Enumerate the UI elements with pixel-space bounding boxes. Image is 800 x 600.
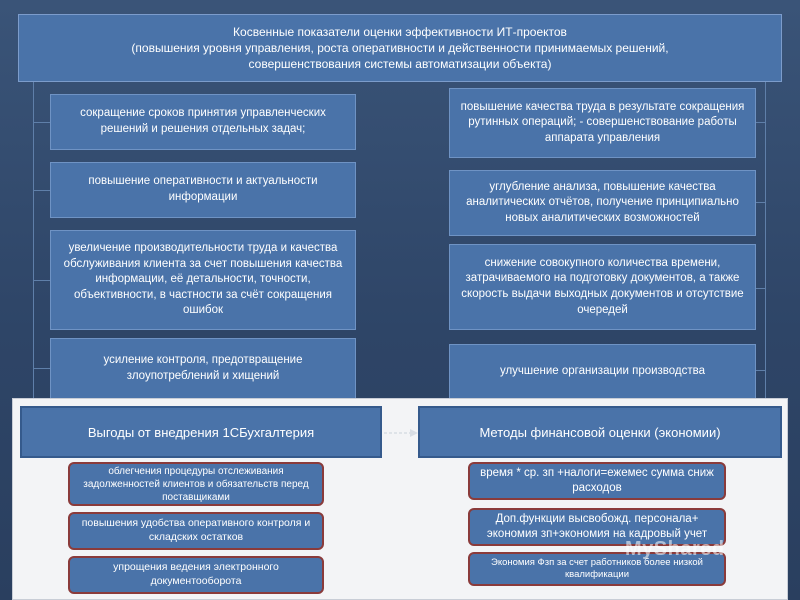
arrow-right-icon (384, 428, 418, 438)
benefit-item-2: повышения удобства оперативного контроля и складских остатков (68, 512, 324, 550)
right-branch-3 (756, 288, 765, 289)
benefit-item-3: упрощения ведения электронного документооборота (68, 556, 324, 594)
left-item-3: увеличение производительности труда и качества обслуживания клиента за счет повышения качества информации, её детальности, точности, объективности, в частности за счёт сокращения ошибок (50, 230, 356, 330)
title-line-3: совершенствования системы автоматизации объекта) (248, 57, 552, 72)
slide-title (18, 14, 782, 82)
left-tree-connector (33, 82, 34, 402)
left-item-2: повышение оперативности и актуальности информации (50, 162, 356, 218)
right-item-4: улучшение организации производства (449, 344, 756, 400)
watermark-logo: MyShared (625, 538, 725, 560)
right-item-2: углубление анализа, повышение качества аналитических отчётов, получение принципиально новых аналитических возможностей (449, 170, 756, 236)
right-item-3: снижение совокупного количества времени, затрачиваемого на подготовку документов, а также скорость выдачи выходных документов и отсутствие очередей (449, 244, 756, 330)
left-branch-4 (33, 368, 50, 369)
title-line-2: (повышения уровня управления, роста оперативности и действенности принимаемых решений, (131, 40, 669, 55)
method-item-3: Экономия Фзп за счет работников более низкой квалификации (468, 552, 726, 586)
method-item-1: время * ср. зп +налоги=ежемес сумма сниж расходов (468, 462, 726, 500)
benefits-header: Выгоды от внедрения 1СБухгалтерия (20, 406, 382, 458)
left-branch-3 (33, 280, 50, 281)
right-branch-1 (756, 122, 765, 123)
right-item-1: повышение качества труда в результате сокращения рутинных операций; - совершенствование работы аппарата управления (449, 88, 756, 158)
right-branch-2 (756, 202, 765, 203)
right-branch-4 (756, 370, 765, 371)
right-tree-connector (765, 82, 766, 402)
title-line-1: Косвенные показатели оценки эффективности ИТ-проектов (233, 24, 567, 39)
left-item-1: сокращение сроков принятия управленческих решений и решения отдельных задач; (50, 94, 356, 150)
left-item-4: усиление контроля, предотвращение злоупотреблений и хищений (50, 338, 356, 400)
method-item-2: Доп.функции высвобожд. персонала+ экономия зп+экономия на кадровый учет (468, 508, 726, 546)
methods-header: Методы финансовой оценки (экономии) (418, 406, 782, 458)
benefit-item-1: облегчения процедуры отслеживания задолженностей клиентов и обязательств перед поставщиками (68, 462, 324, 506)
left-branch-1 (33, 122, 50, 123)
left-branch-2 (33, 190, 50, 191)
